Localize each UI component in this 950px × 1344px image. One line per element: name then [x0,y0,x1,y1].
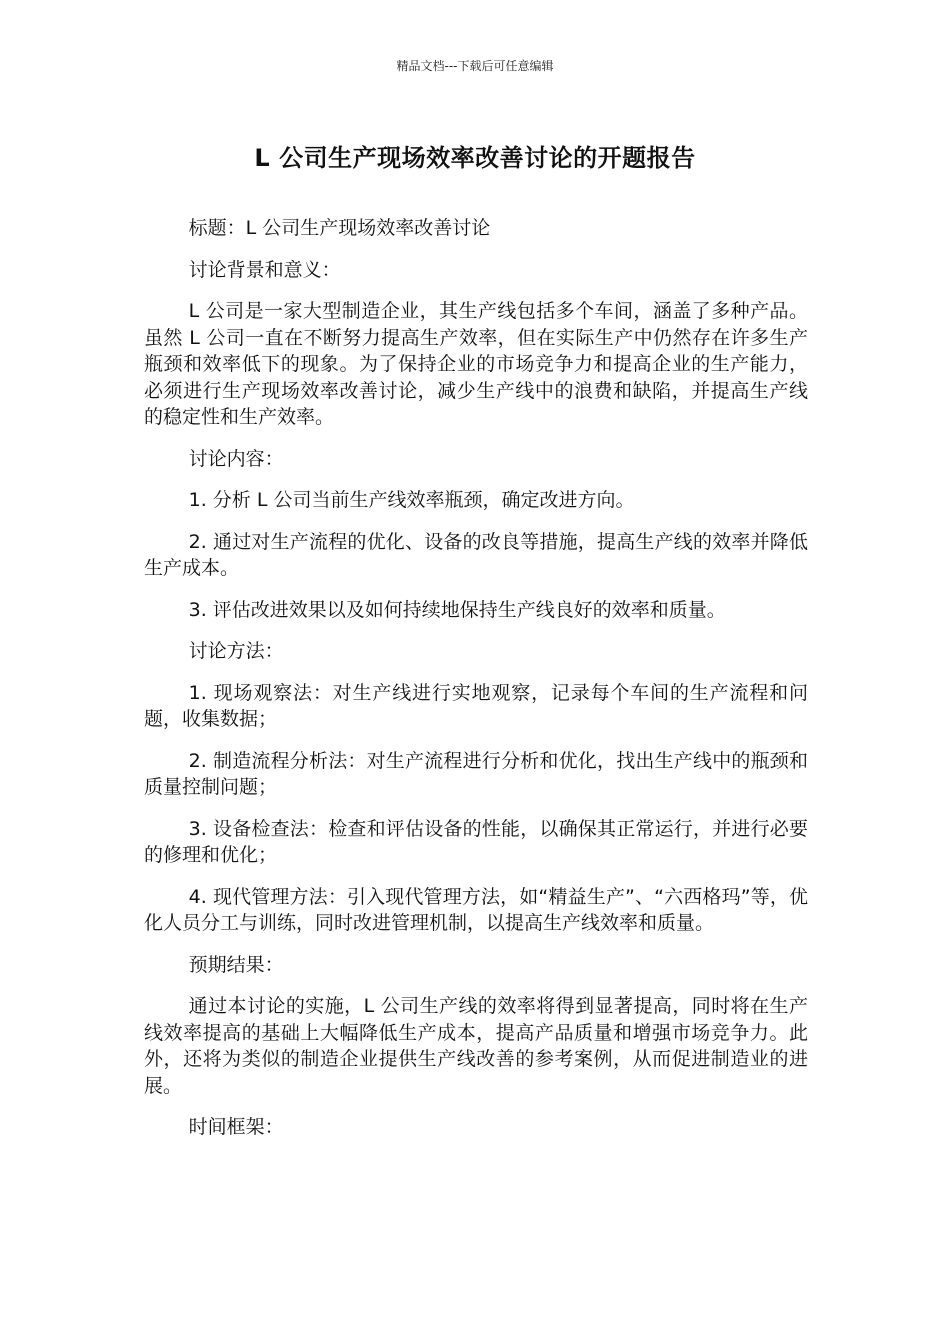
heading-background: 讨论背景和意义： [188,258,341,281]
paragraph-subject: 标题：L 公司生产现场效率改善讨论 [188,217,491,239]
paragraph-background: L 公司是一家大型制造企业，其生产线包括多个车间，涵盖了多种产品。虽然 L 公司一直在不断努力提高生产效率，但在实际生产中仍然存在许多生产瓶颈和效率低下的现象。为了保持企业的市场竞争力和提高企业的生产能力，必须进行生产现场效率改善讨论，减少生产线中的浪费和缺陷，并提高生产线的稳定性和生产效率。 [144,300,808,428]
heading-content: 讨论内容： [188,447,284,470]
heading-timeframe: 时间框架： [188,1116,284,1138]
content-item-3: 3. 评估改进效果以及如何持续地保持生产线良好的效率和质量。 [188,598,726,621]
method-item-3: 3. 设备检查法：检查和评估设备的性能，以确保其正常运行，并进行必要的修理和优化； [144,817,808,866]
content-item-1: 1. 分析 L 公司当前生产线效率瓶颈，确定改进方向。 [188,489,635,511]
heading-methods: 讨论方法： [188,640,284,662]
method-item-1: 1. 现场观察法：对生产线进行实地观察，记录每个车间的生产流程和问题，收集数据； [144,681,808,730]
content-item-2: 2. 通过对生产流程的优化、设备的改良等措施，提高生产线的效率并降低生产成本。 [144,530,808,579]
method-item-2: 2. 制造流程分析法：对生产流程进行分析和优化，找出生产线中的瓶颈和质量控制问题； [144,749,808,798]
document-title: L 公司生产现场效率改善讨论的开题报告 [254,144,696,172]
paragraph-expected-results: 通过本讨论的实施，L 公司生产线的效率将得到显著提高，同时将在生产线效率提高的基础上大幅降低生产成本，提高产品质量和增强市场竞争力。此外，还将为类似的制造企业提供生产线改善的参考案例，从而促进制造业的进展。 [144,995,808,1097]
page-header: 精品文档---下载后可任意编辑 [396,59,554,73]
document-body [144,215,808,1156]
method-item-4: 4. 现代管理方法：引入现代管理方法，如“精益生产”、“六西格玛”等，优化人员分工与训练，同时改进管理机制，以提高生产线效率和质量。 [144,885,808,934]
heading-expected-results: 预期结果： [188,953,284,976]
